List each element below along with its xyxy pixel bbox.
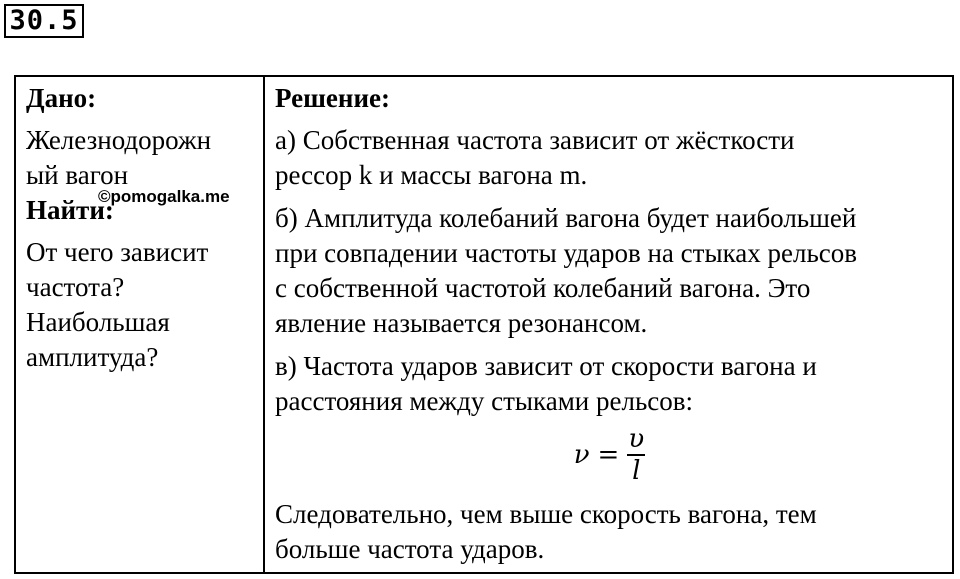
find-line: От чего зависит: [26, 237, 209, 267]
given-text: [26, 123, 255, 193]
find-heading: Найти:: [26, 195, 114, 225]
solution-conclusion: [275, 497, 944, 567]
watermark: ©pomogalka.me: [98, 187, 230, 206]
solution-line: больше частота ударов.: [275, 534, 545, 564]
frequency-formula: [275, 419, 944, 491]
given-line: Железнодорожн: [26, 125, 212, 155]
given-column: [16, 77, 265, 572]
solution-line: с собственной частотой колебаний вагона. Это: [275, 273, 811, 303]
solution-heading: Решение:: [275, 83, 390, 113]
formula-numerator: υ: [628, 424, 645, 454]
task-table: [14, 75, 954, 574]
find-line: частота?: [26, 272, 125, 302]
solution-line: б) Амплитуда колебаний вагона будет наибольшей: [275, 203, 857, 233]
find-line: амплитуда?: [26, 342, 159, 372]
formula-fraction: [627, 424, 645, 486]
find-line: Наибольшая: [26, 307, 170, 337]
solution-part-c: [275, 349, 944, 419]
solution-line: расстояния между стыками рельсов:: [275, 386, 693, 416]
formula-equals: =: [597, 440, 620, 470]
find-text: [26, 235, 255, 375]
solution-line: рессор k и массы вагона m.: [275, 160, 588, 190]
problem-number: 30.5: [4, 4, 84, 38]
solution-line: а) Собственная частота зависит от жёсткости: [275, 125, 795, 155]
solution-column: [265, 77, 952, 572]
solution-line: явление называется резонансом.: [275, 308, 648, 338]
solution-part-a: [275, 123, 944, 193]
solution-line: при совпадении частоты ударов на стыках рельсов: [275, 238, 858, 268]
formula-lhs: ν: [573, 440, 590, 470]
solution-part-b: [275, 201, 944, 341]
solution-line: Следовательно, чем выше скорость вагона, тем: [275, 499, 817, 529]
formula-denominator: l: [632, 456, 641, 486]
given-line: ый вагон: [26, 160, 129, 190]
solution-line: в) Частота ударов зависит от скорости вагона и: [275, 351, 817, 381]
given-heading: Дано:: [26, 83, 97, 113]
